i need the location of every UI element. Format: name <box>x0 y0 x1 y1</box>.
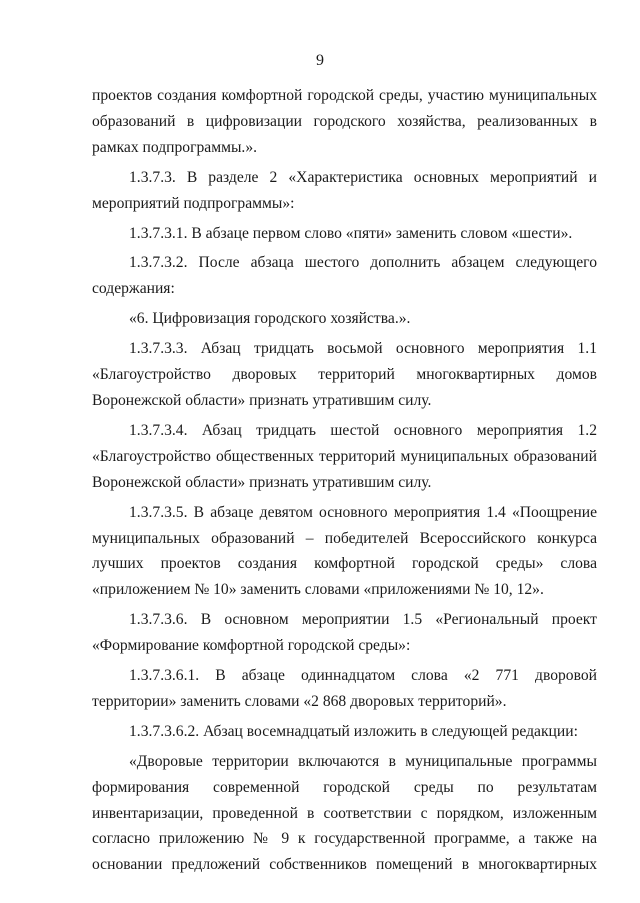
page-number: 9 <box>316 52 324 69</box>
paragraph-1-3-7-3-5: 1.3.7.3.5. В абзаце девятом основного мероприятия 1.4 «Поощрение муниципальных образований – победителей Всероссийского конкурса лучших проектов создания комфортной городской среды» слова «приложением № 10» заменить словами «приложениями № 10, 12». <box>92 503 597 599</box>
paragraph-1-3-7-3: 1.3.7.3. В разделе 2 «Характеристика основных мероприятий и мероприятий подпрограммы»: <box>92 168 597 212</box>
paragraph-continuation: проектов создания комфортной городской среды, участию муниципальных образований в цифровизации городского хозяйства, реализованных в рамках подпрограммы.». <box>92 87 597 156</box>
paragraph-1-3-7-3-6-2: 1.3.7.3.6.2. Абзац восемнадцатый изложить в следующей редакции: <box>129 722 578 740</box>
paragraph-1-3-7-3-1: 1.3.7.3.1. В абзаце первом слово «пяти» заменить словом «шести». <box>129 224 573 242</box>
paragraph-quote-6: «6. Цифровизация городского хозяйства.». <box>129 310 411 328</box>
paragraph-1-3-7-3-3: 1.3.7.3.3. Абзац тридцать восьмой основного мероприятия 1.1 «Благоустройство дворовых территорий многоквартирных домов Воронежской области» признать утратившим силу. <box>92 340 597 409</box>
paragraph-1-3-7-3-2: 1.3.7.3.2. После абзаца шестого дополнить абзацем следующего содержания: <box>92 254 597 298</box>
paragraph-1-3-7-3-4: 1.3.7.3.4. Абзац тридцать шестой основного мероприятия 1.2 «Благоустройство общественных территорий муниципальных образований Воронежской области» признать утратившим силу. <box>92 421 597 491</box>
paragraph-1-3-7-3-6-1: 1.3.7.3.6.1. В абзаце одиннадцатом слова «2 771 дворовой территории» заменить словами «2 868 дворовых территорий». <box>92 667 597 710</box>
paragraph-quoted-text: «Дворовые территории включаются в муниципальные программы формирования современной городской среды по результатам инвентаризации, проведенной в соответствии с порядком, изложенным согласно приложению № 9 к государственной программе, а также на основании предложений собственников помещений в многоквартирных <box>92 752 597 874</box>
paragraph-1-3-7-3-6: 1.3.7.3.6. В основном мероприятии 1.5 «Региональный проект «Формирование комфортной городской среды»: <box>92 611 597 655</box>
document-body <box>92 83 597 878</box>
